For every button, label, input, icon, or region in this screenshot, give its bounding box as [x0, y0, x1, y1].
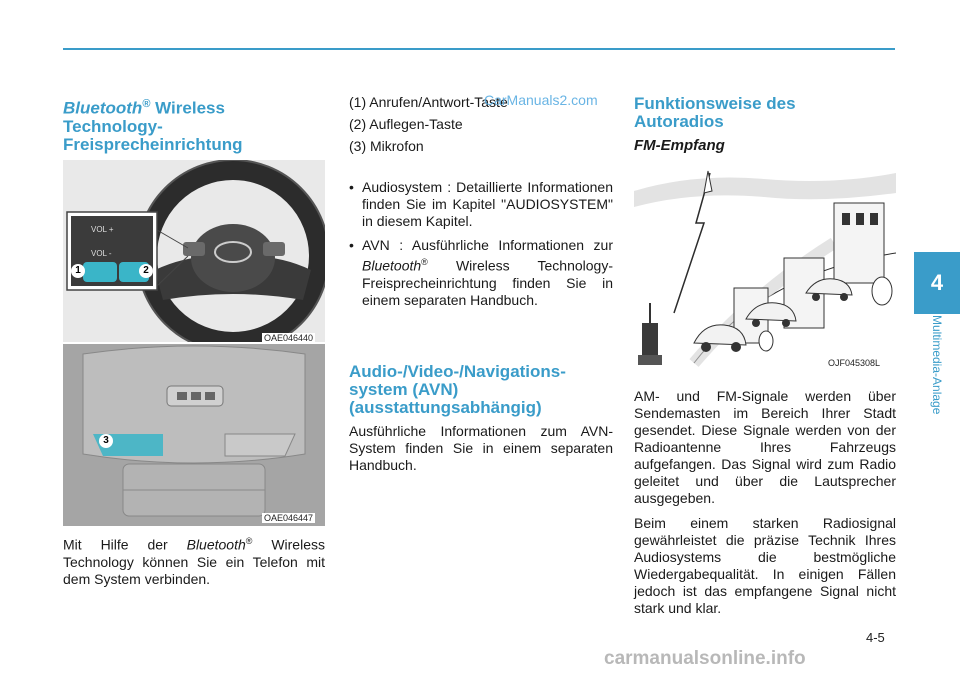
info-bullets — [349, 179, 613, 316]
callout-3: 3 — [99, 434, 113, 448]
radio-paragraphs — [634, 388, 896, 625]
watermark-top: CarManuals2.com — [484, 92, 598, 108]
list-item: (2) Auflegen-Taste — [349, 116, 463, 132]
chapter-tab — [914, 252, 960, 314]
callout-2: 2 — [139, 264, 153, 278]
chapter-label: Multimedia-Anlage — [930, 315, 944, 415]
figure-code-3: OJF045308L — [828, 358, 881, 368]
section-heading-radio: Funktionsweise des Autoradios — [634, 94, 796, 131]
overhead-console-figure — [63, 344, 325, 526]
fm-reception-figure — [634, 163, 896, 369]
steering-wheel-figure — [63, 160, 325, 342]
avn-paragraph: Ausführliche Informationen zum AVN-System finden Sie in einem separaten Handbuch. — [349, 423, 613, 473]
section-heading-bluetooth: Bluetooth® Wireless Technology- Freisprecheinrichtung — [63, 98, 243, 154]
subheading-fm: FM-Empfang — [634, 137, 725, 154]
list-item: (1) Anrufen/Antwort-Taste — [349, 94, 508, 110]
figure-code-1: OAE046440 — [264, 333, 314, 343]
page-number: 4-5 — [866, 630, 885, 645]
watermark-bottom: carmanualsonline.info — [604, 648, 806, 669]
callout-1: 1 — [71, 264, 85, 278]
svg-text:VOL +: VOL + — [91, 225, 114, 234]
top-rule — [63, 48, 895, 50]
fm-reception-illustration — [634, 163, 896, 369]
chapter-number: 4 — [930, 270, 944, 295]
radio-paragraph-2: Beim einem starken Radiosignal gewährleistet die präzise Technik Ihres Audiosystems die bestmögliche Wiedergabequalität. In einigen Fällen jedoch ist das empfangene Signal nicht stark und klar. — [634, 515, 896, 616]
figure-code-2: OAE046447 — [264, 513, 314, 523]
bullet-avn: • AVN : Ausführliche Informationen zur Bluetooth® Wireless Technology-Freisprecheinrichtung finden Sie in einem separaten Handbuch. — [349, 237, 613, 308]
list-item: (3) Mikrofon — [349, 138, 424, 154]
bluetooth-intro-paragraph: Mit Hilfe der Bluetooth® Wireless Technology können Sie ein Telefon mit dem System verbinden. — [63, 536, 325, 587]
radio-paragraph-1: AM- und FM-Signale werden über Sendemasten im Bereich Ihrer Stadt gesendet. Diese Signale werden von der Radioantenne Ihres Fahrzeugs aufgefangen. Das Signal wird zum Radio geleitet und über die Lautsprecher ausgegeben. — [634, 388, 896, 506]
section-heading-avn: Audio-/Video-/Navigations- system (AVN) (ausstattungsabhängig) — [349, 362, 566, 417]
bullet-audiosystem: • Audiosystem : Detaillierte Informationen finden Sie im Kapitel "AUDIOSYSTEM" in diesem Kapitel. — [349, 179, 613, 229]
steering-wheel-illustration — [63, 160, 325, 342]
svg-text:VOL -: VOL - — [91, 249, 112, 258]
